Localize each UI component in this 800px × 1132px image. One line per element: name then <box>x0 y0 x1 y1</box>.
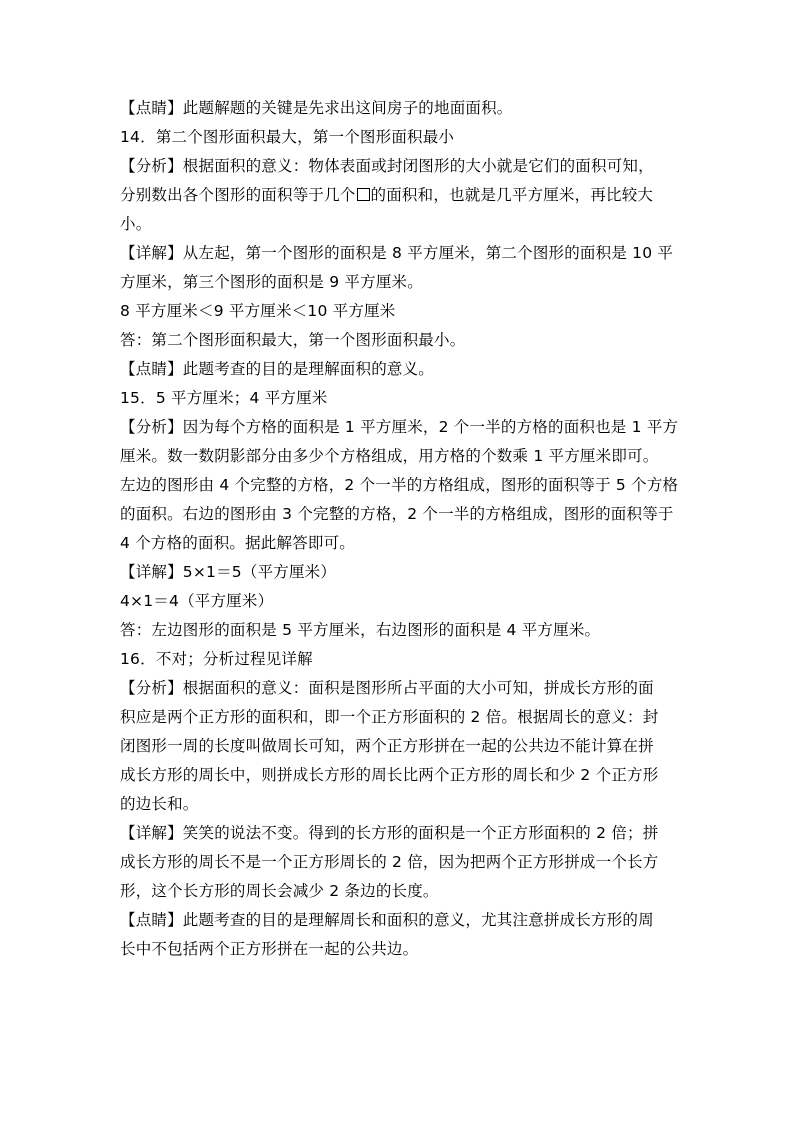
answer-heading-16: 16．不对；分析过程见详解 <box>120 650 313 668</box>
text-line: 【点睛】此题考查的目的是理解周长和面积的意义，尤其注意拼成长方形的周 <box>120 911 654 929</box>
text-line: 【分析】因为每个方格的面积是 1 平方厘米，2 个一半的方格的面积也是 1 平方 <box>120 418 679 436</box>
text-line: 左边的图形由 4 个完整的方格，2 个一半的方格组成，图形的面积等于 5 个方格 <box>120 476 679 494</box>
text-line: 【分析】根据面积的意义：面积是图形所占平面的大小可知，拼成长方形的面 <box>120 679 654 697</box>
text-line: 形，这个长方形的周长会减少 2 条边的长度。 <box>120 882 439 900</box>
text-line: 【点睛】此题考查的目的是理解面积的意义。 <box>120 360 435 378</box>
answer-heading-15: 15．5 平方厘米；4 平方厘米 <box>120 389 328 407</box>
text-segment: 分别数出各个图形的面积等于几个 <box>120 186 356 204</box>
document-page <box>120 94 700 964</box>
text-line: 成长方形的周长中，则拼成长方形的周长比两个正方形的周长和少 2 个正方形 <box>120 766 659 784</box>
text-line: 的边长和。 <box>120 795 199 813</box>
text-line: 4×1＝4（平方厘米） <box>120 592 274 610</box>
square-box-icon <box>357 188 370 201</box>
text-line: 【点睛】此题解题的关键是先求出这间房子的地面面积。 <box>120 99 513 117</box>
text-line: 积应是两个正方形的面积和，即一个正方形面积的 2 倍。根据周长的意义：封 <box>120 708 659 726</box>
text-line: 4 个方格的面积。据此解答即可。 <box>120 534 355 552</box>
answer-heading-14: 14．第二个图形面积最大，第一个图形面积最小 <box>120 128 455 146</box>
text-line <box>120 181 700 210</box>
text-line: 【详解】从左起，第一个图形的面积是 8 平方厘米，第二个图形的面积是 10 平 <box>120 244 674 262</box>
text-line: 厘米。数一数阴影部分由多少个方格组成，用方格的个数乘 1 平方厘米即可。 <box>120 447 659 465</box>
text-line: 答：第二个图形面积最大，第一个图形面积最小。 <box>120 331 466 349</box>
text-line: 小。 <box>120 215 152 233</box>
text-line: 【分析】根据面积的意义：物体表面或封闭图形的大小就是它们的面积可知， <box>120 157 654 175</box>
text-line: 答：左边图形的面积是 5 平方厘米，右边图形的面积是 4 平方厘米。 <box>120 621 601 639</box>
text-line: 【详解】笑笑的说法不变。得到的长方形的面积是一个正方形面积的 2 倍；拼 <box>120 824 659 842</box>
text-line: 长中不包括两个正方形拼在一起的公共边。 <box>120 940 419 958</box>
text-line: 闭图形一周的长度叫做周长可知，两个正方形拼在一起的公共边不能计算在拼 <box>120 737 654 755</box>
text-line: 的面积。右边的图形由 3 个完整的方格，2 个一半的方格组成，图形的面积等于 <box>120 505 674 523</box>
text-segment: 的面积和，也就是几平方厘米，再比较大 <box>370 186 654 204</box>
text-line: 【详解】5×1＝5（平方厘米） <box>120 563 337 581</box>
text-line: 8 平方厘米＜9 平方厘米＜10 平方厘米 <box>120 302 396 320</box>
text-line: 成长方形的周长不是一个正方形周长的 2 倍，因为把两个正方形拼成一个长方 <box>120 853 659 871</box>
text-line: 方厘米，第三个图形的面积是 9 平方厘米。 <box>120 273 423 291</box>
